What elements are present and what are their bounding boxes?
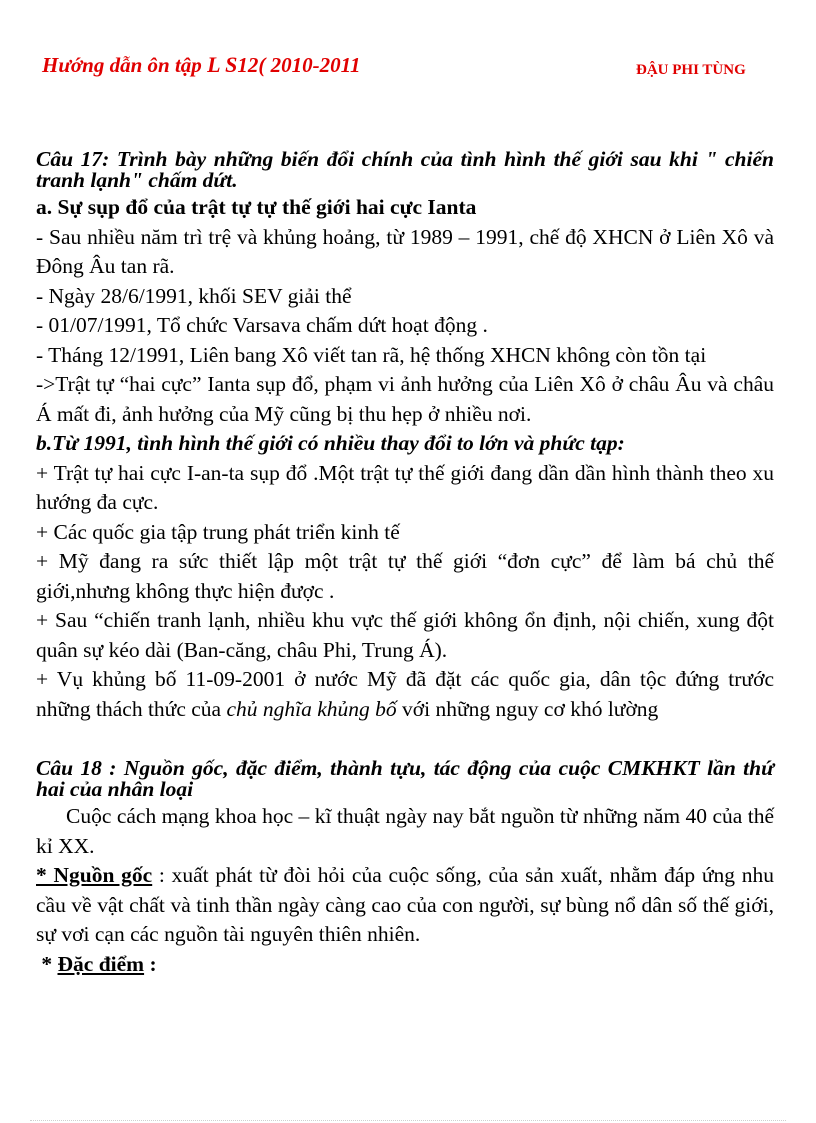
section-b-paragraph-5-start: + Vụ khủng bố 11-09-2001 ở nước Mỹ đã đặt các quốc gia, dân tộc đứng trước những thách thức của [36,667,774,721]
header-title-prefix: Hướng dẫn ôn tập [42,53,202,77]
origin-text: : xuất phát từ đòi hỏi của cuộc sống, của sản xuất, nhằm đáp ứng nhu cầu về vật chất và tinh thần ngày càng cao của con người, sự bùng nổ dân số thế giới, sự vơi cạn các nguồn tài nguyên thiên nhiên. [36,863,775,946]
feature-paragraph [36,950,774,980]
section-b-paragraph-5-end: với những nguy cơ khó lường [396,696,659,721]
document-header-author: ĐẬU PHI TÙNG [636,62,746,78]
section-b-paragraph-3: + Mỹ đang ra sức thiết lập một trật tự thế giới “đơn cực” để làm bá chủ thế giới,nhưng không thực hiện được . [36,549,774,603]
section-b-paragraph-1: + Trật tự hai cực I-an-ta sụp đổ .Một trật tự thế giới đang dần dần hình thành theo xu hướng đa cực. [36,460,774,514]
page-bottom-divider [30,1120,786,1121]
section-spacer [36,724,774,758]
section-a-paragraph-2: - Ngày 28/6/1991, khối SEV giải thể [36,283,352,308]
document-header-title [42,52,361,78]
section-a-heading: a. Sự sụp đổ của trật tự tự thế giới hai cực Ianta [36,195,477,219]
feature-colon: : [144,951,157,976]
header-title-suffix: 12( 2010-2011 [237,53,361,77]
feature-label: Đặc điểm [57,951,145,976]
section-b-paragraph-5-emphasis: chủ nghĩa khủng bố [226,696,397,721]
section-b-paragraph-2: + Các quốc gia tập trung phát triển kinh tế [36,519,400,544]
section-b-heading: b.Từ 1991, tình hình thế giới có nhiều thay đổi to lớn và phức tạp: [36,431,625,455]
header-title-ls: L S [207,52,238,77]
document-body [36,149,774,979]
origin-paragraph [36,861,774,950]
section-b-paragraph-5 [36,665,774,724]
section-b-paragraph-4: + Sau “chiến tranh lạnh, nhiều khu vực thế giới không ổn định, nội chiến, xung đột quân sự kéo dài (Ban-căng, châu Phi, Trung Á). [36,608,774,662]
section-a-paragraph-1: - Sau nhiều năm trì trệ và khủng hoảng, từ 1989 – 1991, chế độ XHCN ở Liên Xô và Đông Âu tan rã. [36,224,774,278]
question-17-title: Câu 17: Trình bày những biến đổi chính của tình hình thế giới sau khi " chiến tranh lạnh" chấm dứt. [36,147,774,192]
question-18-intro: Cuộc cách mạng khoa học – kĩ thuật ngày nay bắt nguồn từ những năm 40 của thế kỉ XX. [36,804,774,858]
origin-label: * Nguồn gốc [36,863,153,887]
section-a-paragraph-3: - 01/07/1991, Tổ chức Varsava chấm dứt hoạt động . [36,313,488,337]
section-a-paragraph-5: ->Trật tự “hai cực” Ianta sụp đổ, phạm vi ảnh hưởng của Liên Xô ở châu Âu và châu Á mất đi, ảnh hưởng của Mỹ cũng bị thu hẹp ở nhiều nơi. [36,372,774,426]
feature-star: * [41,951,58,976]
question-18-title: Câu 18 : Nguồn gốc, đặc điểm, thành tựu, tác động của cuộc CMKHKT lần thứ hai của nhân loại [36,756,774,801]
section-a-paragraph-4: - Tháng 12/1991, Liên bang Xô viết tan rã, hệ thống XHCN không còn tồn tại [36,342,707,367]
